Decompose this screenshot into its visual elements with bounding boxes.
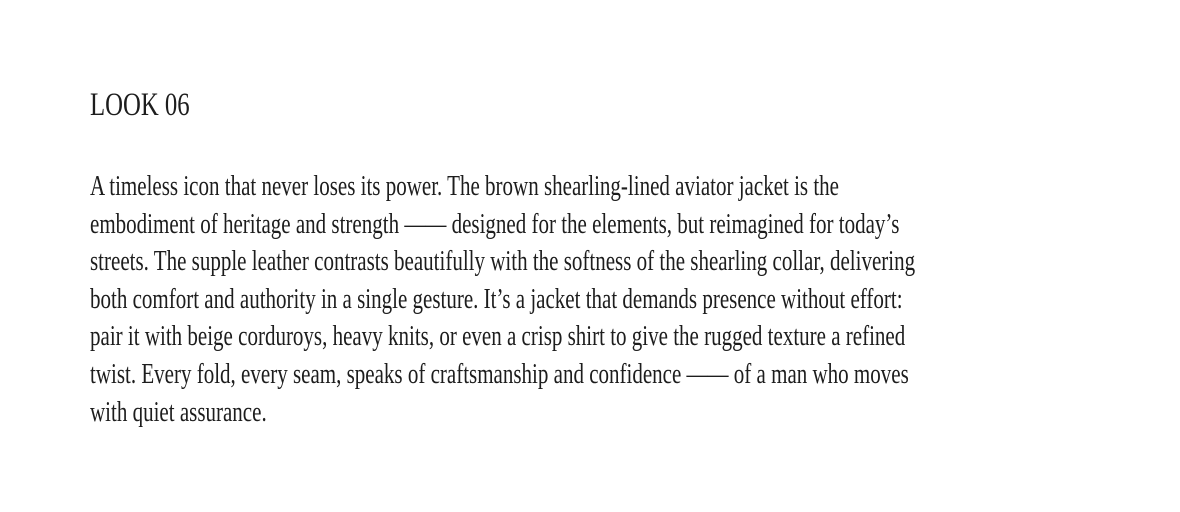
look-description-line: both comfort and authority in a single gesture. It’s a jacket that demands presence without effort: (90, 283, 903, 315)
look-description-line: pair it with beige corduroys, heavy knits, or even a crisp shirt to give the rugged texture a refined (90, 321, 906, 353)
look-description-line: twist. Every fold, every seam, speaks of craftsmanship and confidence —— of a man who moves (90, 358, 909, 390)
look-title: LOOK 06 (90, 87, 190, 123)
look-description-line: with quiet assurance. (90, 396, 267, 428)
look-description-line: A timeless icon that never loses its power. The brown shearling-lined aviator jacket is the (90, 171, 840, 202)
look-description-line: embodiment of heritage and strength —— designed for the elements, but reimagined for today’s (90, 208, 900, 240)
look-description (90, 168, 1103, 431)
look-description-line: streets. The supple leather contrasts beautifully with the softness of the shearling collar, delivering (90, 246, 916, 278)
